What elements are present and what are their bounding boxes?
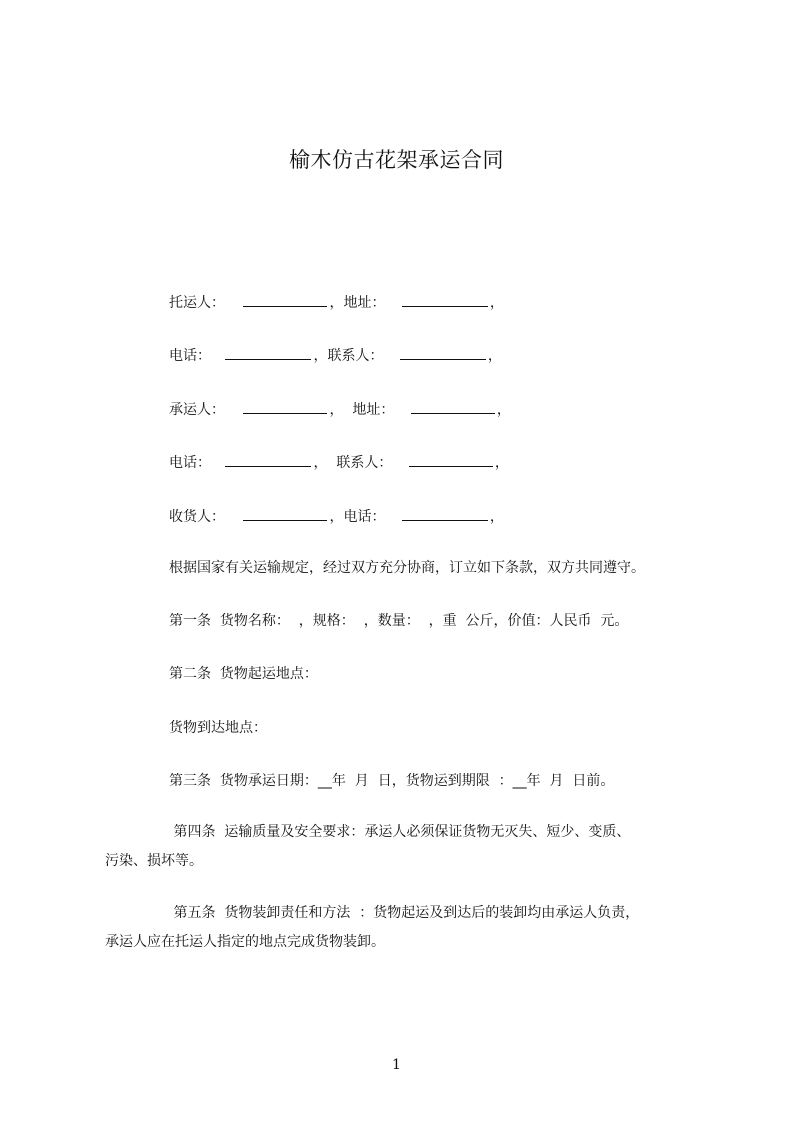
shipper-label: 托运人：: [169, 295, 225, 311]
phone-blank: [225, 452, 311, 467]
preamble: 根据国家有关运输规定，经过双方充分协商，订立如下条款，双方共同遵守。: [169, 560, 645, 576]
article-1: 第一条 货物名称： ，规格： ，数量： ，重 公斤，价值：人民币 元。: [169, 613, 629, 629]
article-4-line-1: 第四条 运输质量及安全要求：承运人必须保证货物无灭失、短少、变质、: [169, 824, 631, 840]
contact-label: ，联系人：: [313, 348, 384, 364]
article-3: 第三条 货物承运日期：__年 月 日，货物运到期限 ：__年 月 日前。: [169, 773, 615, 789]
consignee-phone-label: ，电话：: [329, 509, 386, 525]
article-5: [105, 899, 705, 957]
contact-blank: [409, 452, 493, 467]
phone-label: 电话：: [169, 455, 211, 471]
consignee-line: [169, 506, 504, 526]
shipper-blank: [243, 292, 327, 307]
shipper-line: [169, 292, 504, 312]
article-5-line-2: 承运人应在托运人指定的地点完成货物装卸。: [105, 934, 385, 950]
consignee-blank: [243, 506, 327, 521]
phone-blank: [225, 345, 311, 360]
page-number: 1: [392, 1057, 401, 1073]
comma: ，: [494, 455, 509, 471]
comma: ，: [487, 348, 502, 364]
carrier-address-label: ， 地址：: [329, 402, 395, 418]
comma: ，: [489, 509, 504, 525]
article-5-line-1: 第五条 货物装卸责任和方法 ：货物起运及到达后的装卸均由承运人负责，: [169, 905, 640, 921]
document-title: 榆木仿古花架承运合同: [289, 148, 504, 172]
carrier-address-blank: [411, 399, 495, 414]
carrier-line: [169, 399, 511, 419]
article-4: [105, 818, 705, 876]
destination-line: 货物到达地点：: [169, 720, 267, 736]
consignee-phone-blank: [402, 506, 488, 521]
shipper-address-label: ，地址：: [329, 295, 386, 311]
contact-label: ， 联系人：: [313, 455, 393, 471]
consignee-label: 收货人：: [169, 509, 225, 525]
article-4-line-2: 污染、损坏等。: [105, 853, 203, 869]
comma: ，: [489, 295, 504, 311]
contact-blank: [400, 345, 486, 360]
comma: ，: [496, 402, 511, 418]
carrier-phone-line: [169, 452, 509, 472]
carrier-label: 承运人：: [169, 402, 225, 418]
phone-label: 电话：: [169, 348, 211, 364]
shipper-address-blank: [402, 292, 488, 307]
article-2: 第二条 货物起运地点：: [169, 666, 318, 682]
carrier-blank: [243, 399, 327, 414]
shipper-phone-line: [169, 345, 502, 365]
